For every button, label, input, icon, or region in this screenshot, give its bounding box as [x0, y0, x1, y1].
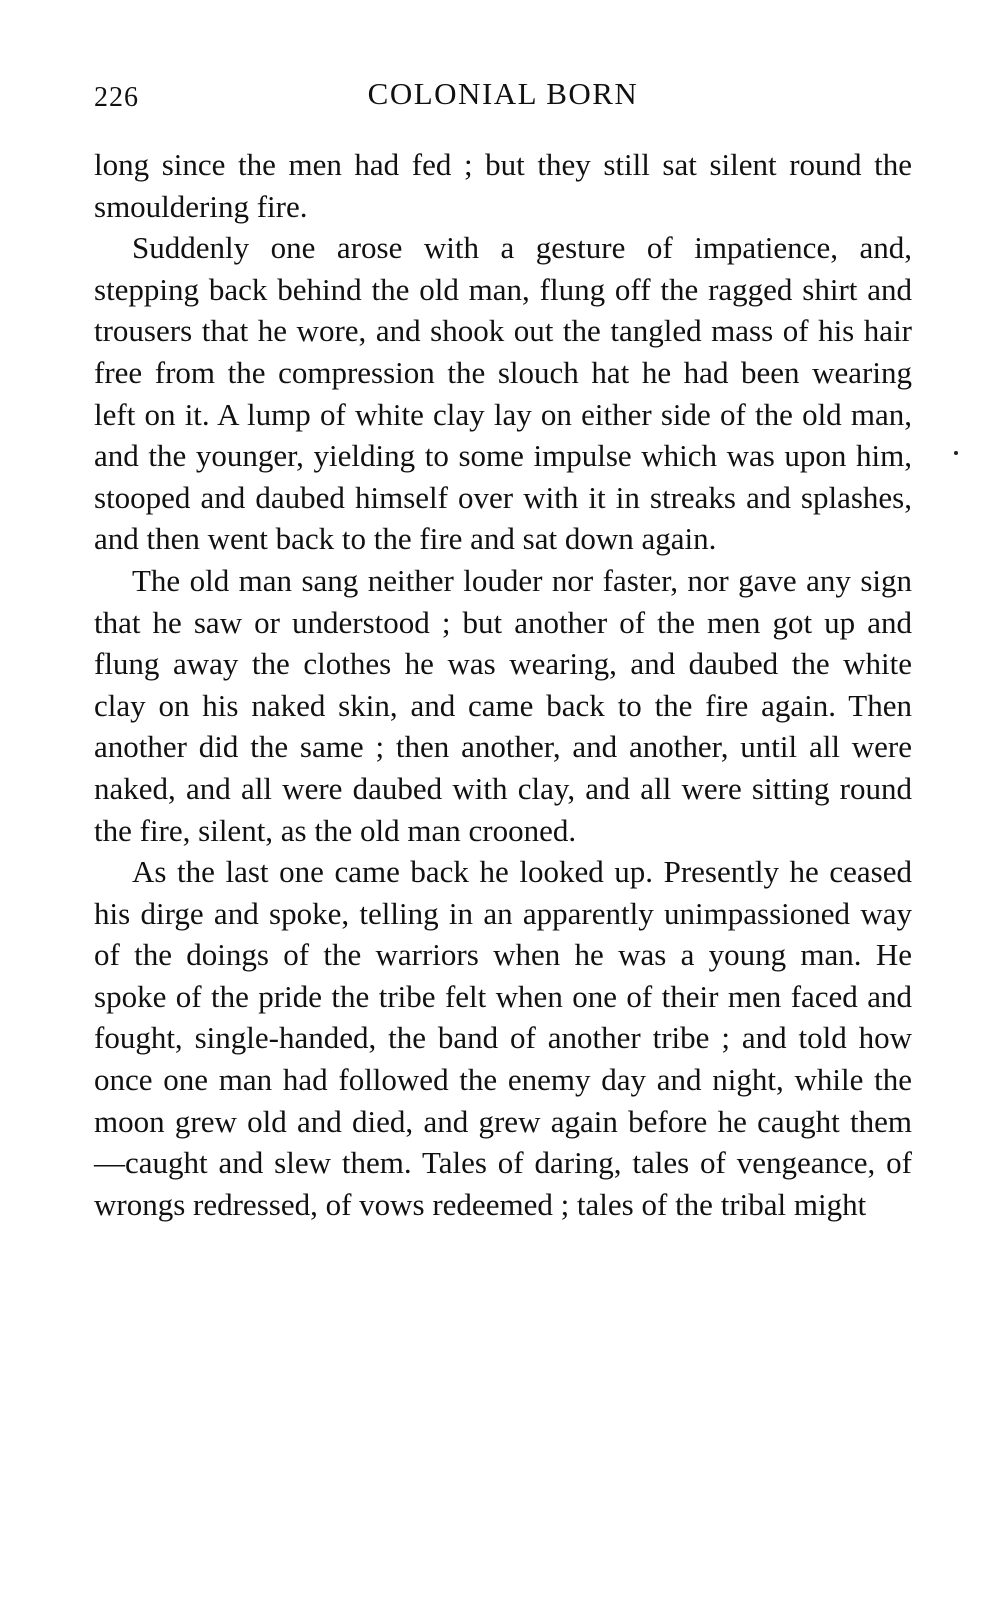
ink-speck: [954, 451, 958, 455]
body-text: [94, 144, 912, 1225]
page-number: 226: [94, 82, 139, 113]
running-header: [94, 76, 912, 120]
paragraph: Suddenly one arose with a gesture of impatience, and, stepping back behind the old man, flung off the ragged shirt and trousers that he wore, and shook out the tangled mass of his hair free from the compression the slouch hat he had been wearing left on it. A lump of white clay lay on either side of the old man, and the younger, yielding to some impulse which was upon him, stooped and daubed himself over with it in streaks and splashes, and then went back to the fire and sat down again.: [94, 230, 912, 557]
running-title: COLONIAL BORN: [367, 76, 639, 111]
paragraph: The old man sang neither louder nor faster, nor gave any sign that he saw or understood ; but another of the men got up and flung away the clothes he was wearing, and daubed the white clay on his naked skin, and came back to the fire again. Then another did the same ; then another, and another, until all were naked, and all were daubed with clay, and all were sitting round the fire, silent, as the old man crooned.: [94, 562, 912, 848]
paragraph-continuation: long since the men had fed ; but they still sat silent round the smouldering fire.: [94, 147, 912, 224]
paragraph: As the last one came back he looked up. Presently he ceased his dirge and spoke, telling in an apparently unimpassioned way of the doings of the warriors when he was a young man. He spoke of the pride the tribe felt when one of their men faced and fought, single-handed, the band of another tribe ; and told how once one man had followed the enemy day and night, while the moon grew old and died, and grew again before he caught them—caught and slew them. Tales of daring, tales of vengeance, of wrongs redressed, of vows redeemed ; tales of the tribal might: [94, 854, 912, 1222]
